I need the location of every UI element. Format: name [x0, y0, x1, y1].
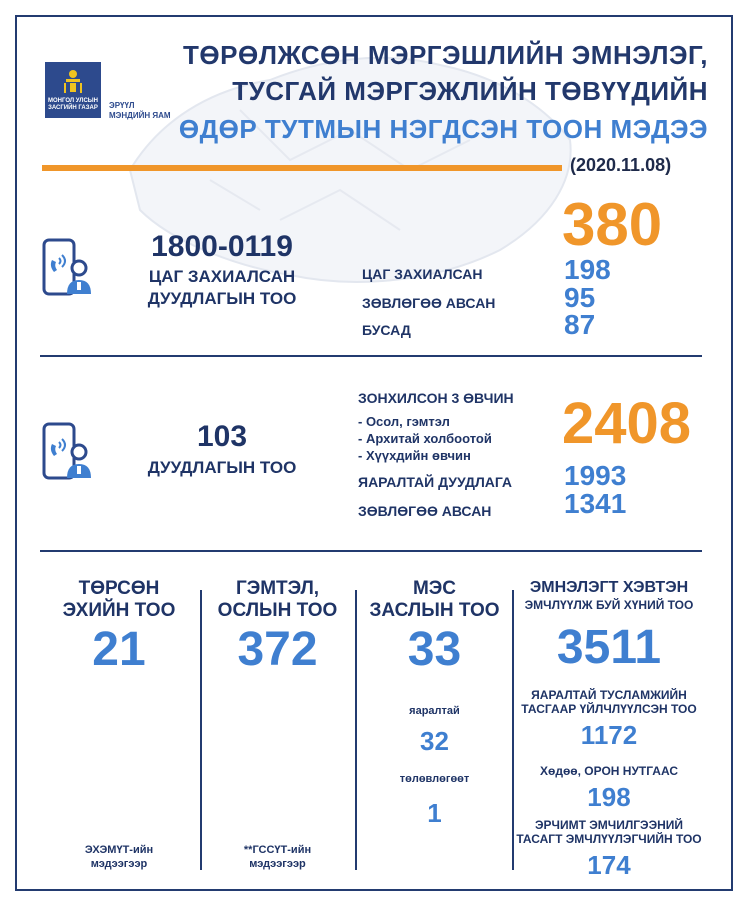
hotline-label-line-2: ДУУДЛАГЫН ТОО [147, 289, 297, 308]
title-line-2: ТУСГАЙ МЭРГЭЖЛИЙН ТӨВҮҮДИЙН [232, 76, 708, 106]
section-divider-2 [40, 550, 702, 552]
booked-label: ЦАГ ЗАХИАЛСАН [362, 266, 483, 282]
disease-item: - Осол, гэмтэл [358, 414, 450, 429]
section-divider-1 [40, 355, 702, 357]
surgery-emergency-label: яаралтай [409, 705, 460, 717]
advice2-label: ЗӨВЛӨГӨӨ АВСАН [358, 503, 492, 519]
ministry-line-1: ЭРҮҮЛ [109, 101, 135, 110]
surgery-emergency-value: 32 [420, 726, 449, 756]
phone-doctor-icon [42, 422, 92, 482]
surgery-heading-line-1: МЭС [412, 578, 457, 599]
rural-value: 198 [587, 782, 631, 812]
logo-caption: МОНГОЛ УЛСЫН ЗАСГИЙН ГАЗАР [48, 98, 98, 111]
phone-doctor-icon [42, 238, 92, 298]
surgery-heading-line-2: ЗАСЛЫН ТОО [369, 600, 500, 621]
births-heading-line-2: ЭХИЙН ТОО [62, 600, 176, 621]
advice2-value: 1341 [564, 488, 627, 519]
emergency-label: ЯАРАЛТАЙ ДУУДЛАГА [358, 474, 513, 490]
ministry-name [109, 101, 171, 121]
hotline-number: 1800-0119 [151, 230, 293, 263]
surgery-planned-label: төлөвлөгөөт [399, 773, 470, 785]
injuries-heading [200, 578, 355, 622]
hotline-label [122, 266, 322, 310]
icu-label-line-1: ЭРЧИМТ ЭМЧИЛГЭЭНИЙ [534, 818, 684, 832]
advice-label: ЗӨВЛӨГӨӨ АВСАН [362, 295, 496, 311]
births-source-line-2: мэдээгээр [90, 858, 148, 870]
top-diseases-heading: ЗОНХИЛСОН 3 ӨВЧИН [358, 390, 514, 406]
er-served-label [514, 688, 704, 716]
er-served-label-line-2: ТАСГААР ҮЙЛЧЛҮҮЛСЭН ТОО [521, 702, 697, 716]
calls-number: 103 [196, 420, 248, 453]
births-source-line-1: ЭХЭМҮТ-ийн [84, 844, 154, 856]
advice-value: 95 [564, 282, 596, 313]
report-date: (2020.11.08) [570, 155, 672, 175]
ministry-line-2: МЭНДИЙН ЯАМ [109, 111, 171, 120]
surgery-value: 33 [407, 623, 462, 676]
soyombo-emblem-icon [61, 68, 85, 94]
title-line-1: ТӨРӨЛЖСӨН МЭРГЭШЛИЙН ЭМНЭЛЭГ, [183, 40, 708, 70]
rural-label: Хөдөө, ОРОН НУТГААС [540, 764, 678, 778]
injuries-value: 372 [237, 623, 318, 676]
hotline-label-line-1: ЦАГ ЗАХИАЛСАН [148, 267, 296, 286]
inpatient-subheading: ЭМЧЛҮҮЛЖ БУЙ ХҮНИЙ ТОО [524, 598, 694, 612]
surgery-heading [357, 578, 512, 622]
surgery-planned-value: 1 [427, 798, 442, 828]
disease-item: - Хүүхдийн өвчин [358, 448, 471, 463]
booked-value: 198 [564, 254, 611, 285]
calls-total: 2408 [562, 391, 692, 456]
injuries-heading-line-2: ОСЛЫН ТОО [217, 600, 338, 621]
injuries-source-line-2: мэдээгээр [249, 858, 306, 870]
other-label: БУСАД [362, 322, 411, 338]
hotline-total: 380 [562, 191, 663, 258]
births-heading [40, 578, 198, 622]
emergency-value: 1993 [564, 460, 627, 491]
inpatient-heading: ЭМНЭЛЭГТ ХЭВТЭН [529, 579, 689, 596]
births-heading-line-1: ТӨРСӨН [78, 578, 160, 599]
disease-item: - Архитай холбоотой [358, 431, 492, 446]
government-logo [45, 62, 101, 118]
er-served-value: 1172 [580, 720, 638, 750]
icu-label [514, 818, 704, 846]
births-source [40, 843, 198, 871]
births-value: 21 [92, 623, 146, 676]
title-line-3: ӨДӨР ТУТМЫН НЭГДСЭН ТООН МЭДЭЭ [178, 114, 708, 144]
calls-label: ДУУДЛАГЫН ТОО [147, 458, 297, 477]
er-served-label-line-1: ЯАРАЛТАЙ ТУСЛАМЖИЙН [531, 688, 687, 702]
icu-label-line-2: ТАСАГТ ЭМЧЛҮҮЛЭГЧИЙН ТОО [516, 832, 702, 846]
injuries-heading-line-1: ГЭМТЭЛ, [235, 578, 320, 599]
other-value: 87 [564, 309, 596, 340]
injuries-source [200, 843, 355, 871]
injuries-source-line-1: **ГССҮТ-ийн [243, 844, 312, 856]
icu-value: 174 [587, 850, 631, 880]
inpatient-value: 3511 [556, 621, 662, 674]
orange-divider [42, 165, 562, 171]
